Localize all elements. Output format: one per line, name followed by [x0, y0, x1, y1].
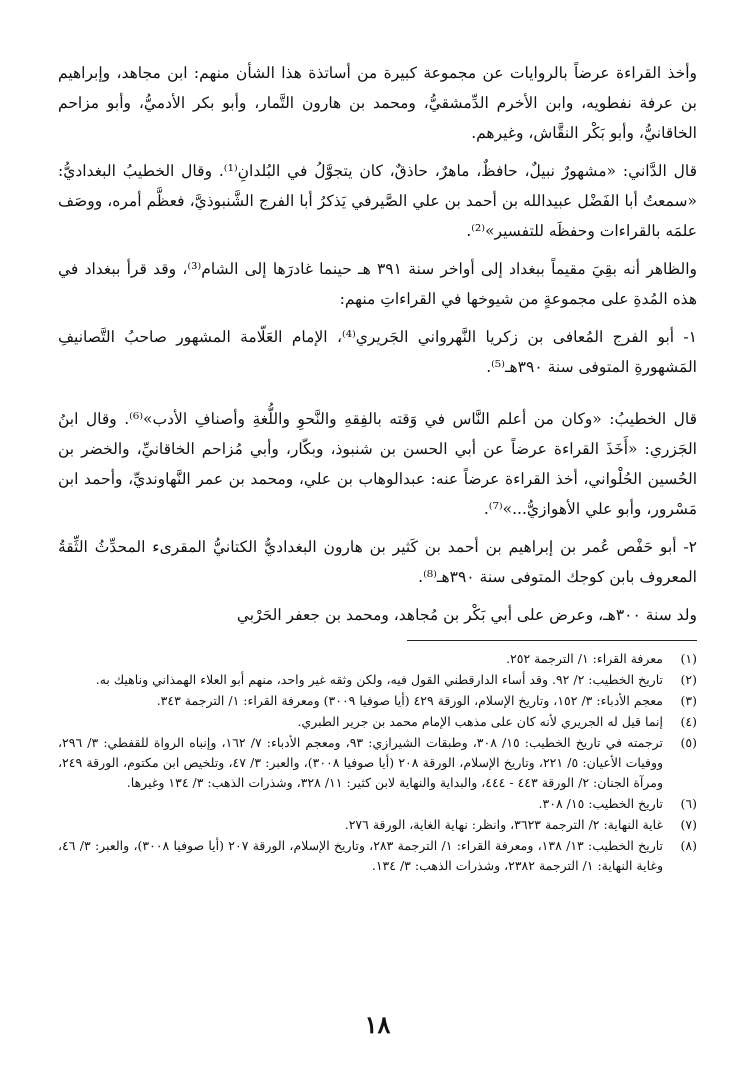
paragraph-teachers: وأخذ القراءة عرضاً بالروايات عن مجموعة كبيرة من أساتذة هذا الشأن منهم: ابن مجاهد، وإبراهيم بن عرفة نفطويه، وابن الأخرم الدِّمشقيُّ، ومحمد بن هارون التَّمار، وأبو بكر الأدميُّ، وأبو مزاحم الخاقانيُّ، وأبو بَكْر النقَّاش، وغيرهم. — [58, 64, 697, 142]
footnote-text: معجم الأدباء: ٣/ ١٥٢، وتاريخ الإسلام، الورقة ٤٢٩ (أيا صوفيا ٣٠٠٩) ومعرفة القراء: ١/ الترجمة ٣٤٣. — [156, 693, 663, 708]
footnote — [58, 794, 697, 814]
footnote-text: غاية النهاية: ٢/ الترجمة ٣٦٢٣، وانظر: نهاية الغاية، الورقة ٢٧٦. — [344, 817, 663, 832]
footnote-text: إنما قيل له الجريري لأنه كان على مذهب الإمام محمد بن جرير الطبري. — [297, 714, 663, 729]
footnote — [58, 649, 697, 669]
footnote — [58, 815, 697, 835]
page-number: ١٨ — [364, 1010, 391, 1039]
footnote-number: (٦) — [680, 796, 697, 811]
footnote — [58, 670, 697, 690]
footnotes-list — [58, 649, 697, 876]
paragraph-sheikh-1: ١- أبو الفرج المُعافى بن زكريا النَّهرواني الجَريري⁽⁴⁾، الإمام العَلّامة المشهور صاحبُ التَّصانيفِ المَشهورةِ المتوفى سنة ٣٩٠هـ⁽⁵⁾. — [58, 328, 697, 376]
footnote-number: (٣) — [680, 693, 697, 708]
footnote — [58, 691, 697, 711]
footnote-text: معرفة القراء: ١/ الترجمة ٢٥٢. — [506, 651, 663, 666]
footnote-divider — [407, 640, 697, 641]
footnote-number: (٤) — [680, 714, 697, 729]
footnote-text: ترجمته في تاريخ الخطيب: ١٥/ ٣٠٨، وطبقات الشيرازي: ٩٣، ومعجم الأدباء: ٧/ ١٦٢، وإنباه الرواة للقفطي: ٣/ ٢٩٦، ووفيات الأعيان: ٥/ ٢٢١، وتاريخ الإسلام، الورقة ٢٠٨ (أيا صوفيا ٣٠٠٨)، والعبر: ٣/ ٤٧، وتلخيص ابن مكتوم، الورقة ٢٤٩، ومرآة الجنان: ٢/ الورقة ٤٤٣ - ٤٤٤، والبداية والنهاية لابن كثير: ١١/ ٣٢٨، وشذرات الذهب: ٣/ ١٣٤ وغيرها. — [58, 735, 664, 790]
footnote-number: (٧) — [680, 817, 697, 832]
paragraph-birth: ولد سنة ٣٠٠هـ، وعرض على أبي بَكْر بن مُجاهد، ومحمد بن جعفر الحَرْبي — [236, 606, 697, 624]
footnote-number: (١) — [680, 651, 697, 666]
paragraph-baghdad-stay: والظاهر أنه بقِيَ مقيماً ببغداد إلى أواخر سنة ٣٩١ هـ حينما غادرَها إلى الشام⁽³⁾، وقد قرأ ببغداد في هذه المُدةِ على مجموعةٍ من شيوخها في القراءاتِ منهم: — [58, 260, 698, 308]
paragraph-khatib-quote: قال الخطيبُ: «وكان من أعلم النَّاس في وَقته بالفِقهِ والنَّحوِ واللُّغةِ وأصنافِ الأدب»⁽⁶⁾. وقال ابنُ الجَزري: «أَخَذَ القراءة عرضاً عن أبي الحسن بن شنبوذ، وبكّار، وأبي مُزاحم الخاقانيِّ، والخضر بن الحُسين الحُلْواني، أخذ القراءة عرضاً عنه: عبدالوهاب بن علي، ومحمد بن عمر النَّهاونديِّ، وأحمد ابن مَسْرور، وأبو علي الأهوازيُّ...»⁽⁷⁾. — [58, 410, 697, 518]
footnote — [58, 712, 697, 732]
footnote-number: (٨) — [680, 838, 697, 853]
main-text — [58, 58, 697, 630]
footnote-text: تاريخ الخطيب: ٢/ ٩٢. وقد أساء الدارقطني القول فيه، ولكن وثقه غير واحد، منهم أبو العلاء الهمذاني وناهيك به. — [95, 672, 663, 687]
footnote-text: تاريخ الخطيب: ١٥/ ٣٠٨. — [538, 796, 663, 811]
footnote-number: (٥) — [680, 735, 697, 750]
footnote — [58, 733, 697, 793]
footnote-text: تاريخ الخطيب: ١٣/ ١٣٨، ومعرفة القراء: ١/ الترجمة ٢٨٣، وتاريخ الإسلام، الورقة ٢٠٧ (أيا صوفيا ٣٠٠٨)، والعبر: ٣/ ٤٦، وغاية النهاية: ١/ الترجمة ٢٣٨٢، وشذرات الذهب: ٣/ ١٣٤. — [58, 838, 664, 873]
paragraph-dani-quote: قال الدَّاني: «مشهورٌ نبيلٌ، حافظٌ، ماهرٌ، حاذقٌ، كان يتجوَّلُ في البُلدانِ⁽¹⁾. وقال الخطيبُ البغداديُّ: «سمعتُ أبا الفَضْل عبيدالله بن أحمد بن علي الصَّيرفي يَذكرُ أبا الفرج الشَّنبوذيَّ، فعظَّم أمره، ووصَف علمَه بالقراءات وحفظَه للتفسير»⁽²⁾. — [58, 162, 697, 240]
footnote-number: (٢) — [680, 672, 697, 687]
footnote — [58, 836, 697, 876]
paragraph-sheikh-2: ٢- أبو حَفْص عُمر بن إبراهيم بن أحمد بن كَثير بن هارون البغداديُّ الكتانيُّ المقرىء المحدِّثُ الثِّقةُ المعروف بابن كوجك المتوفى سنة ٣٩٠هـ⁽⁸⁾. — [58, 538, 697, 586]
